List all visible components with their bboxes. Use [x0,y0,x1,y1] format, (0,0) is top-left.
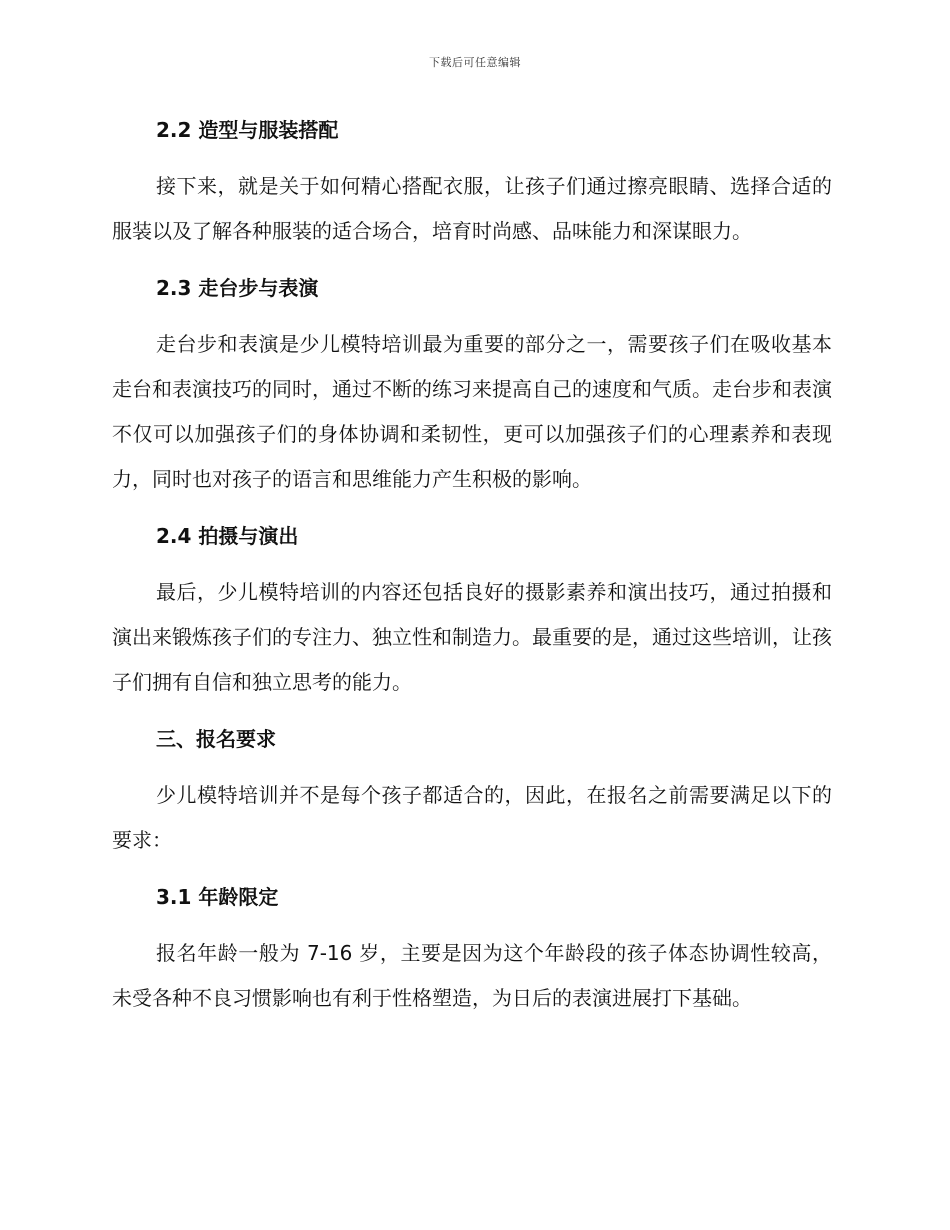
section-heading: 2.2 造型与服装搭配 [156,118,339,142]
document-body [112,108,832,1021]
section-heading: 2.4 拍摄与演出 [156,524,299,548]
section-heading: 2.3 走台步与表演 [156,276,319,300]
section-2-2 [112,108,832,254]
section-2-3 [112,266,832,502]
section-2-4 [112,514,832,705]
section-3-1 [112,875,832,1021]
section-paragraph: 走台步和表演是少儿模特培训最为重要的部分之一，需要孩子们在吸收基本走台和表演技巧的同时，通过不断的练习来提高自己的速度和气质。走台步和表演不仅可以加强孩子们的身体协调和柔韧性，更可以加强孩子们的心理素养和表现力，同时也对孩子的语言和思维能力产生积极的影响。 [112,332,832,491]
section-heading: 三、报名要求 [156,727,276,751]
section-3 [112,717,832,863]
page-header: 下载后可任意编辑 [429,56,521,69]
section-heading: 3.1 年龄限定 [156,885,279,909]
section-paragraph: 最后，少儿模特培训的内容还包括良好的摄影素养和演出技巧，通过拍摄和演出来锻炼孩子们的专注力、独立性和制造力。最重要的是，通过这些培训，让孩子们拥有自信和独立思考的能力。 [112,580,832,694]
section-paragraph: 报名年龄一般为 7-16 岁，主要是因为这个年龄段的孩子体态协调性较高，未受各种不良习惯影响也有利于性格塑造，为日后的表演进展打下基础。 [112,941,832,1010]
section-paragraph: 接下来，就是关于如何精心搭配衣服，让孩子们通过擦亮眼睛、选择合适的服装以及了解各种服装的适合场合，培育时尚感、品味能力和深谋眼力。 [112,174,832,243]
section-paragraph: 少儿模特培训并不是每个孩子都适合的，因此，在报名之前需要满足以下的要求： [112,783,832,852]
